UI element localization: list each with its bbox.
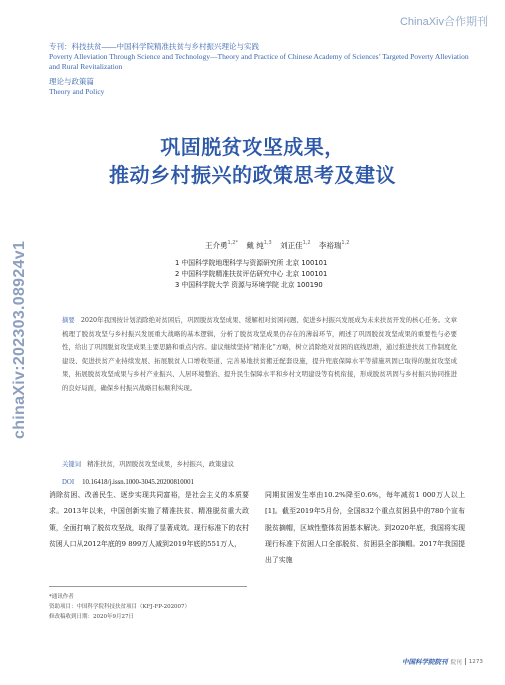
keywords-text: 精准扶贫，巩固脱贫攻坚成果，乡村振兴，政策建议 <box>87 460 235 468</box>
author-affil-mark: 1,2 <box>341 240 350 246</box>
abstract-text: 2020年我国按计划消除绝对贫困后，巩固脱贫攻坚成果、缓解相对贫困问题、促进乡村振兴发展成为未来扶贫开发的核心任务。文章梳理了脱贫攻坚与乡村振兴发展重大战略的基本逻辑，分析了脱贫攻坚成果仍存在的薄弱环节，阐述了巩固脱贫攻坚成果的重要性与必要性，给出了巩固脱贫攻坚成果主要思路和重点内容。建议继续坚持“精准化”方略，树立消除绝对贫困的底线思维，通过推进扶贫工作制度化建设、促进扶贫产业持续发展、拓展脱贫人口增收渠道、完善易地扶贫搬迁配套设施，提升兜底保障水平等措施巩固已取得的脱贫攻坚成果，拓展脱贫攻坚成果与乡村产业振兴、人居环境整治、提升民生保障水平和乡村文明建设等有机衔接，形成脱贫巩固与乡村振兴协同推进的良好局面，确保乡村振兴战略目标顺利实现。 <box>62 316 458 392</box>
author-name: 王介勇 <box>205 241 228 250</box>
keywords <box>62 459 457 468</box>
author-name: 刘正佳 <box>280 241 303 250</box>
keywords-label: 关键词 <box>62 460 82 468</box>
chinaxiv-watermark: ChinaXiv合作期刊 <box>399 16 488 28</box>
title-line-2: 推动乡村振兴的政策思考及建议 <box>109 163 396 187</box>
title-line-1: 巩固脱贫攻坚成果， <box>160 135 345 159</box>
section-title-en: Theory and Policy <box>49 87 105 96</box>
doi-value[interactable]: 10.16418/j.issn.1000-3045.20200810001 <box>82 479 194 486</box>
footer-separator <box>465 658 466 665</box>
author-name: 戴 纯 <box>246 241 264 250</box>
journal-logo: 中国科学院院刊 <box>402 658 448 666</box>
affiliation-item: 1 中国科学院地理科学与资源研究所 北京 100101 <box>175 259 328 267</box>
author-list <box>205 240 355 251</box>
affiliation-list <box>175 258 327 291</box>
author-affil-mark: 1,2 <box>302 240 311 246</box>
affiliation-item: 2 中国科学院精准扶贫评估研究中心 北京 100101 <box>175 270 328 278</box>
affiliation-item: 3 中国科学院大学 资源与环境学院 北京 100190 <box>175 281 323 289</box>
footer-label: 院刊 <box>450 659 462 666</box>
paper-title <box>0 133 505 189</box>
column-title-en: Poverty Alleviation Through Science and Technology—Theory and Practice of Chinese Academy of Sciences’ Targeted Poverty Alleviation and Rural Revitalization <box>49 52 469 71</box>
abstract <box>62 314 457 395</box>
page-footer <box>402 657 483 666</box>
section-title-cn: 理论与政策篇 <box>49 77 94 86</box>
author-affil-mark: 1,3 <box>263 240 272 246</box>
doi-label: DOI <box>62 479 75 486</box>
body-column-left: 消除贫困、改善民生、逐步实现共同富裕，是社会主义的本质要求。2013年以来，中国创新实施了精准扶贫、精准脱贫重大政策，全面打响了脱贫攻坚战，取得了显著成效。现行标准下的农村贫困人口从2012年底的9 899万人减到2019年底的551万人， <box>49 491 249 548</box>
chinaxiv-side-id: chinaXiv:202303.08924v1 <box>11 240 28 439</box>
author-affil-mark: 1,2* <box>227 240 238 246</box>
column-title-cn: 专刊：科技扶贫——中国科学院精准扶贫与乡村振兴理论与实践 <box>49 42 259 51</box>
page-number: 1273 <box>468 658 483 665</box>
author-name: 李裕瑞 <box>318 241 342 250</box>
funding-note: 资助项目：中国科学院科技扶贫项目（KFJ-FP-202007） <box>49 604 191 610</box>
body-column-right: 同期贫困发生率由10.2%降至0.6%，每年减贫1 000万人以上[1]。截至2019年5月份，全国832个重点贫困县中的780个宣布脱贫摘帽，区域性整体贫困基本解决。到2020年底，我国将实现现行标准下贫困人口全部脱贫、贫困县全部摘帽。2017年我国提出了实施 <box>265 491 465 565</box>
corresponding-author-note: *通讯作者 <box>49 594 74 600</box>
footnote-divider <box>49 586 247 587</box>
abstract-label: 摘要 <box>62 316 75 324</box>
column-header <box>49 42 469 97</box>
footnote <box>49 592 249 622</box>
revision-date-note: 修改稿收到日期：2020年9月27日 <box>49 614 134 620</box>
doi <box>62 479 194 486</box>
